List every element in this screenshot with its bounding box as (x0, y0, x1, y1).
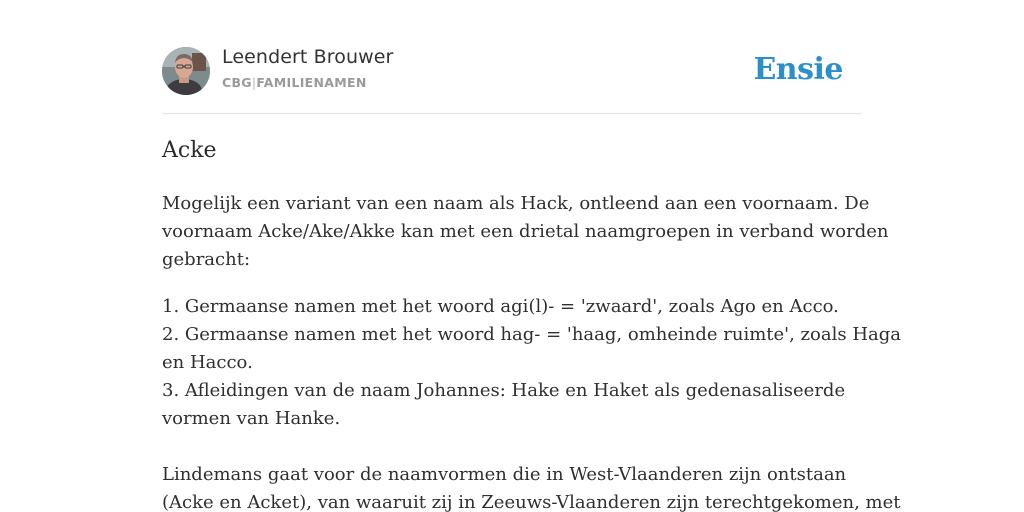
list-item: 2. Germaanse namen met het woord hag- = 'haag, omheinde ruimte', zoals Haga (162, 324, 902, 345)
ensie-logo[interactable]: Ensie (753, 52, 843, 87)
text-line: voornaam Acke/Ake/Akke kan met een drietal naamgroepen in verband worden (162, 221, 889, 242)
paragraph-gap (162, 433, 862, 461)
text-line: (Acke en Acket), van waaruit zij in Zeeuws-Vlaanderen zijn terechtgekomen, met (162, 492, 901, 512)
author-source-separator: | (251, 75, 257, 90)
text-line: Mogelijk een variant van een naam als Hack, ontleend aan een voornaam. De (162, 193, 870, 214)
author-source[interactable] (222, 75, 367, 90)
paragraph-gap (162, 274, 862, 293)
article-title: Acke (162, 138, 217, 163)
avatar-photo (162, 47, 210, 95)
list-item-continuation: en Hacco. (162, 352, 253, 373)
outro-paragraph (162, 461, 901, 512)
text-line: Lindemans gaat voor de naamvormen die in West-Vlaanderen zijn ontstaan (162, 464, 847, 485)
author-name[interactable]: Leendert Brouwer (222, 46, 394, 68)
header-divider (162, 113, 862, 114)
origin-list (162, 293, 902, 433)
article-body (162, 190, 902, 512)
author-source-right: FAMILIENAMEN (256, 75, 367, 90)
text-line: gebracht: (162, 249, 251, 270)
list-item: 3. Afleidingen van de naam Johannes: Hake en Haket als gedenasaliseerde (162, 380, 846, 401)
list-item-continuation: vormen van Hanke. (162, 408, 341, 429)
author-source-left: CBG (222, 75, 252, 90)
list-item: 1. Germaanse namen met het woord agi(l)- = 'zwaard', zoals Ago en Acco. (162, 296, 839, 317)
intro-paragraph (162, 190, 889, 274)
article-header (162, 46, 862, 96)
author-avatar[interactable] (162, 47, 210, 95)
